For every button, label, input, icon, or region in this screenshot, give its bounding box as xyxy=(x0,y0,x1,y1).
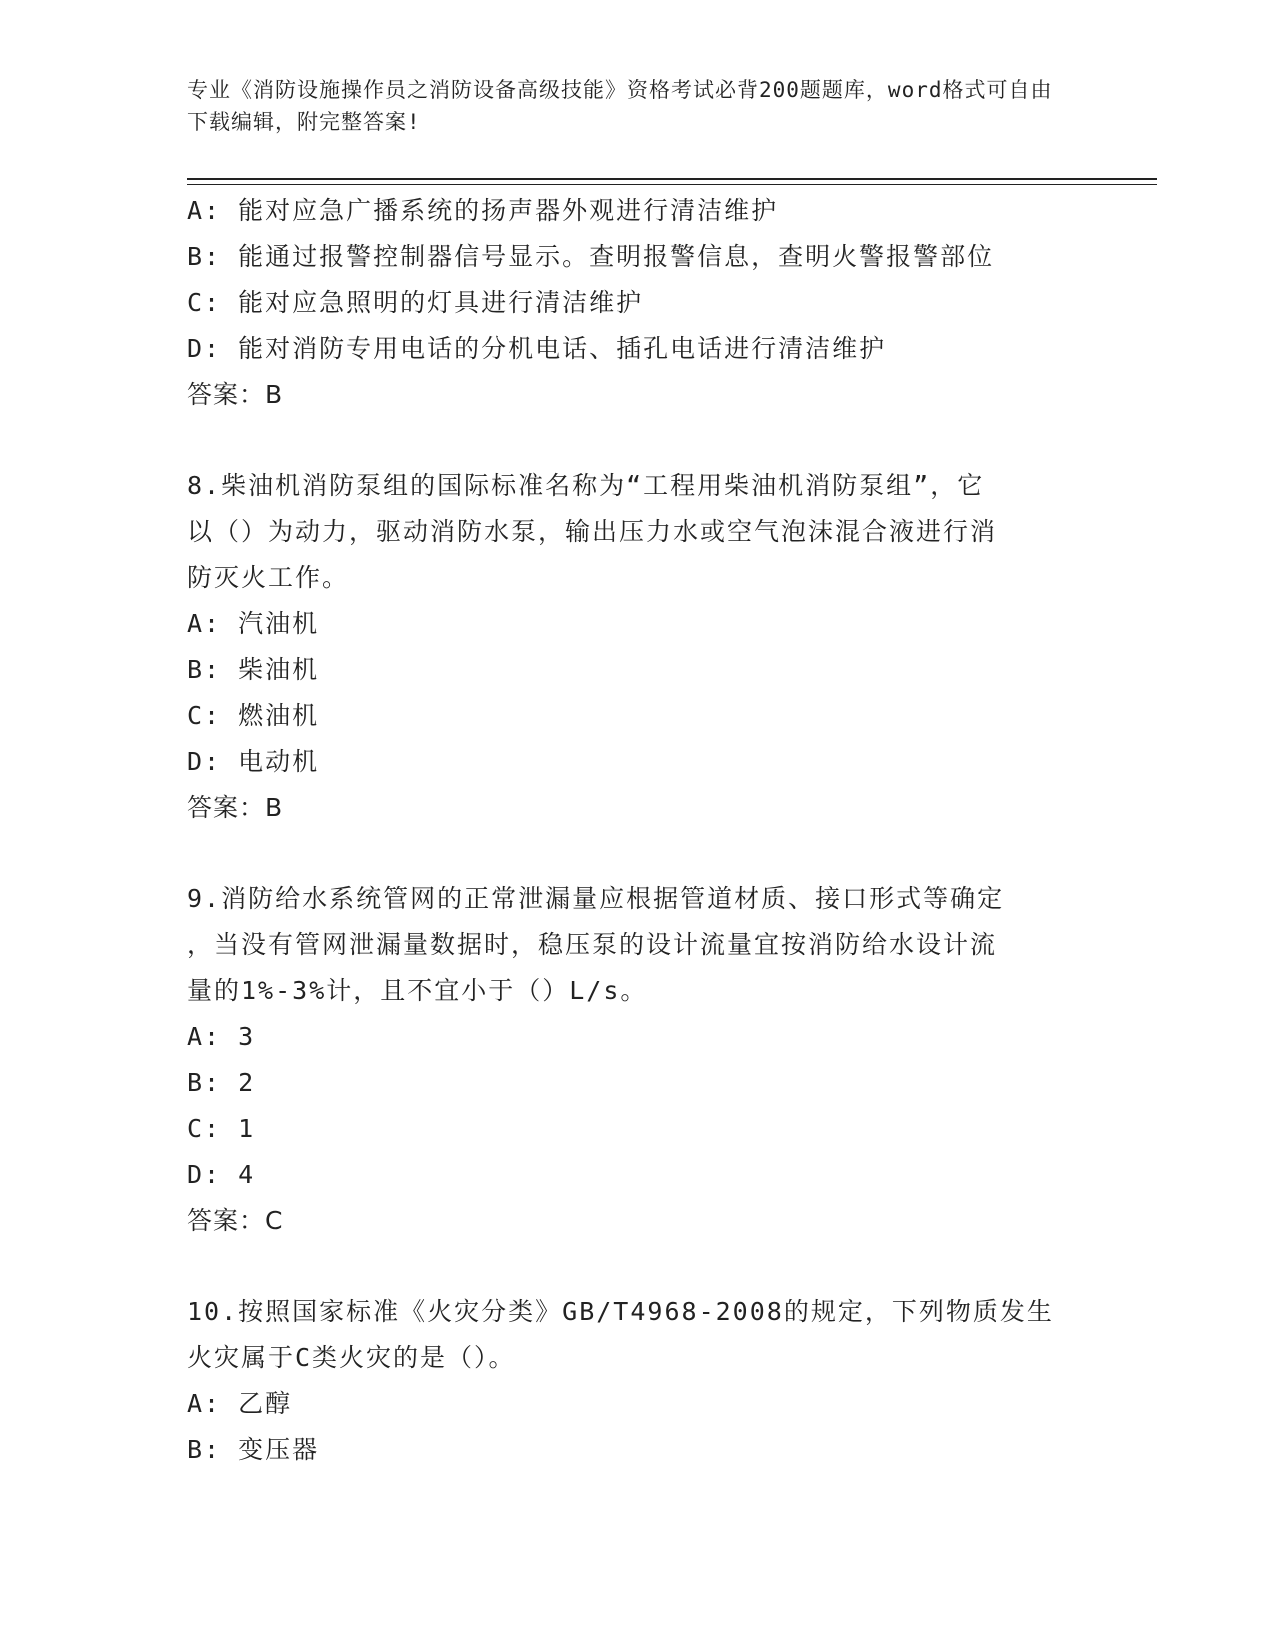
question-spacer xyxy=(187,418,1067,463)
option-a: A: 汽油机 xyxy=(187,609,320,638)
option-d: D: 4 xyxy=(187,1160,256,1189)
option-d: D: 能对消防专用电话的分机电话、插孔电话进行清洁维护 xyxy=(187,334,887,363)
question-stem-line: 以（）为动力，驱动消防水泵，输出压力水或空气泡沫混合液进行消 xyxy=(187,517,998,546)
answer: 答案：B xyxy=(187,793,284,822)
header-title: 专业《消防设施操作员之消防设备高级技能》资格考试必背200题题库，word格式可自由下载编辑，附完整答案! xyxy=(187,78,1053,134)
option-b: B: 2 xyxy=(187,1068,256,1097)
question-stem-line: 量的1%-3%计，且不宜小于（）L/s。 xyxy=(187,976,648,1005)
option-c: C: 能对应急照明的灯具进行清洁维护 xyxy=(187,288,644,317)
question-stem-line: 火灾属于C类火灾的是（）。 xyxy=(187,1343,516,1372)
question-7 xyxy=(187,188,1067,418)
header-divider-thin xyxy=(187,184,1157,185)
option-b: B: 柴油机 xyxy=(187,655,320,684)
question-spacer xyxy=(187,1244,1067,1289)
question-list xyxy=(187,188,1067,1473)
question-stem-line: 防灭火工作。 xyxy=(187,563,350,592)
question-stem-line: 10.按照国家标准《火灾分类》GB/T4968-2008的规定，下列物质发生 xyxy=(187,1297,1054,1326)
option-a: A: 乙醇 xyxy=(187,1389,293,1418)
question-9 xyxy=(187,876,1067,1244)
option-a: A: 能对应急广播系统的扬声器外观进行清洁维护 xyxy=(187,196,779,225)
option-d: D: 电动机 xyxy=(187,747,320,776)
option-b: B: 变压器 xyxy=(187,1435,320,1464)
option-b: B: 能通过报警控制器信号显示。查明报警信息，查明火警报警部位 xyxy=(187,242,995,271)
question-stem-line: 8.柴油机消防泵组的国际标准名称为“工程用柴油机消防泵组”，它 xyxy=(187,471,985,500)
question-spacer xyxy=(187,831,1067,876)
answer: 答案：B xyxy=(187,380,284,409)
question-10 xyxy=(187,1289,1067,1473)
option-c: C: 1 xyxy=(187,1114,256,1143)
question-8 xyxy=(187,463,1067,831)
question-stem-line: ，当没有管网泄漏量数据时，稳压泵的设计流量宜按消防给水设计流 xyxy=(187,930,998,959)
answer: 答案：C xyxy=(187,1206,284,1235)
option-a: A: 3 xyxy=(187,1022,256,1051)
document-header xyxy=(187,74,1067,138)
option-c: C: 燃油机 xyxy=(187,701,320,730)
header-divider-thick xyxy=(187,178,1157,180)
question-stem-line: 9.消防给水系统管网的正常泄漏量应根据管道材质、接口形式等确定 xyxy=(187,884,1005,913)
